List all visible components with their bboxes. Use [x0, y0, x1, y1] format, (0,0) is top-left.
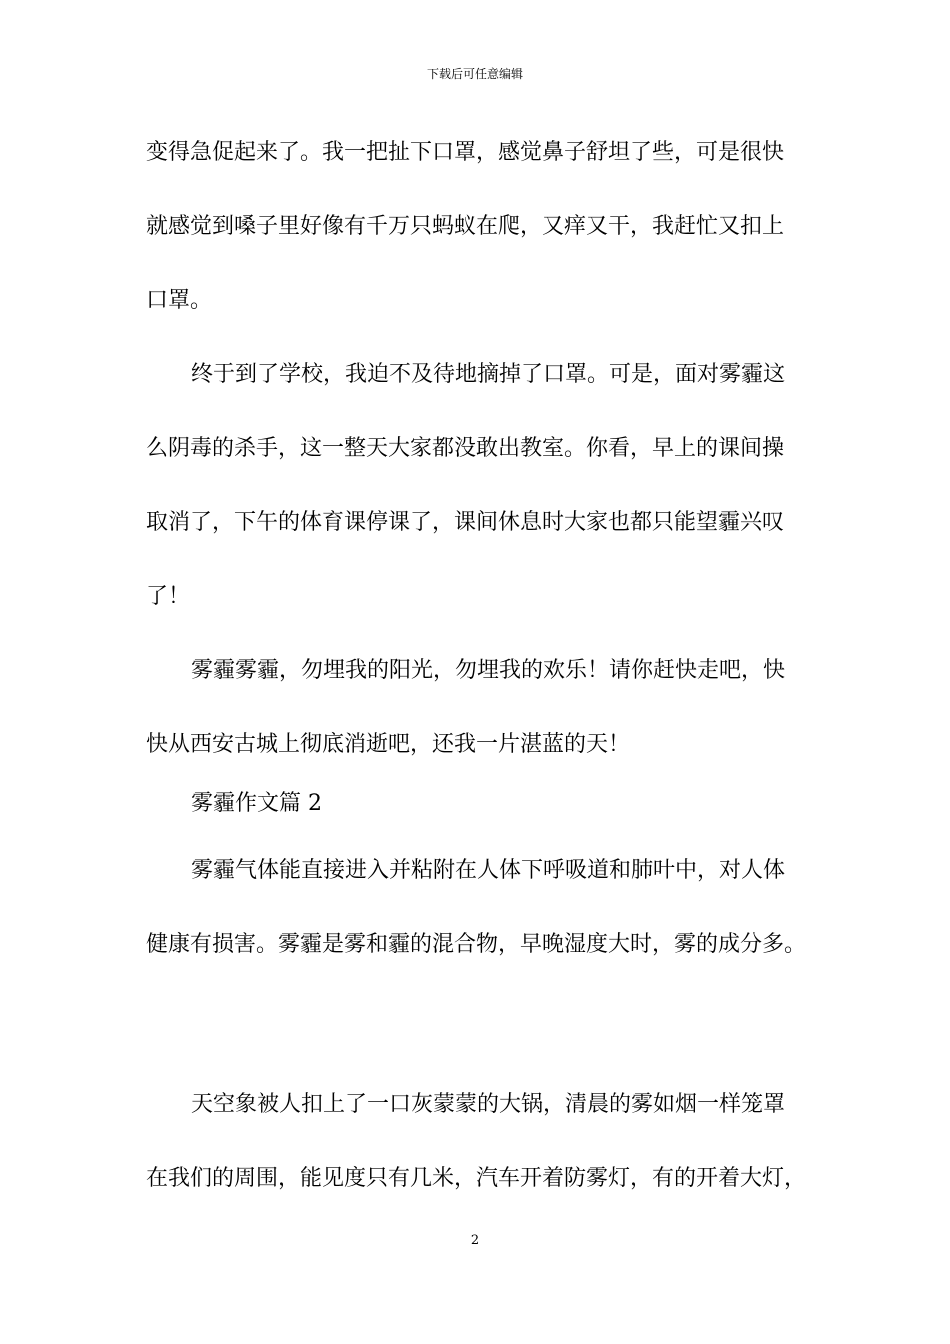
section-heading: 雾霾作文篇 2 [191, 791, 322, 816]
text-line: 取消了，下午的体育课停课了，课间休息时大家也都只能望霾兴叹 [146, 510, 785, 535]
paragraph-spacer [146, 999, 816, 1085]
text-line: 快从西安古城上彻底消逝吧，还我一片湛蓝的天！ [146, 732, 631, 757]
text-line: 终于到了学校，我迫不及待地摘掉了口罩。可是，面对雾霾这 [191, 362, 786, 387]
text-line: 雾霾气体能直接进入并粘附在人体下呼吸道和肺叶中，对人体 [191, 858, 786, 883]
page-number: 2 [470, 1233, 480, 1248]
text-line: 健康有损害。雾霾是雾和霾的混合物，早晚湿度大时，雾的成分多。 [146, 932, 807, 957]
text-line: 变得急促起来了。我一把扯下口罩，感觉鼻子舒坦了些，可是很快 [146, 140, 785, 165]
text-line: 天空象被人扣上了一口灰蒙蒙的大锅，清晨的雾如烟一样笼罩 [191, 1092, 786, 1117]
text-line: 了！ [146, 584, 191, 609]
text-line: 口罩。 [146, 288, 213, 313]
text-line: 就感觉到嗓子里好像有千万只蚂蚁在爬，又痒又干，我赶忙又扣上 [146, 214, 785, 239]
text-line: 在我们的周围，能见度只有几米，汽车开着防雾灯，有的开着大灯， [146, 1166, 807, 1191]
page-header: 下载后可任意编辑 [426, 67, 523, 81]
text-line: 雾霾雾霾，勿埋我的阳光，勿埋我的欢乐！请你赶快走吧，快 [191, 658, 786, 683]
text-line: 么阴毒的杀手，这一整天大家都没敢出教室。你看，早上的课间操 [146, 436, 785, 461]
document-body [146, 133, 816, 1233]
